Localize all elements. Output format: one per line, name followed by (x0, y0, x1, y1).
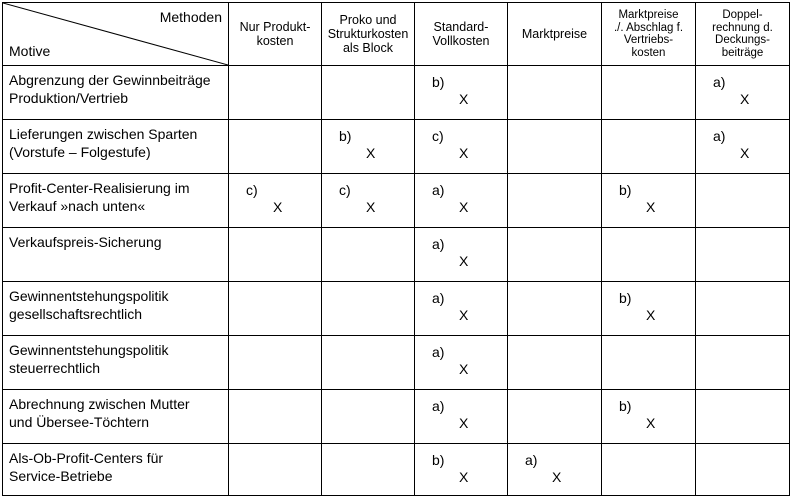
motive-cell (3, 228, 229, 282)
motive-text-line: und Übersee-Töchtern (9, 414, 150, 430)
method-cell (415, 120, 508, 174)
method-cell (508, 66, 602, 120)
method-cell (322, 336, 415, 390)
table-row (3, 390, 790, 444)
column-header-5 (602, 3, 696, 66)
motive-cell (3, 66, 229, 120)
motive-cell (3, 120, 229, 174)
x-mark: X (366, 199, 376, 215)
column-header-line: Marktpreise (618, 9, 679, 21)
motive-text-line: Verkauf »nach unten« (9, 198, 146, 214)
column-header-4 (508, 3, 602, 66)
x-mark: X (646, 415, 656, 431)
method-cell (696, 336, 790, 390)
method-cell (508, 444, 602, 496)
method-cell (229, 282, 322, 336)
method-cell (602, 228, 696, 282)
method-cell (229, 66, 322, 120)
column-header-line: als Block (342, 41, 394, 55)
table-body (3, 3, 790, 496)
column-header-line: Nur Produkt- (239, 20, 311, 34)
method-cell (229, 390, 322, 444)
methods-motives-table (2, 2, 790, 496)
motive-text-line: Profit-Center-Realisierung im (9, 180, 190, 196)
motive-text-line: Gewinnentstehungspolitik (9, 288, 169, 304)
method-cell (508, 120, 602, 174)
method-cell (696, 120, 790, 174)
priority-letter: a) (713, 74, 726, 90)
x-mark: X (646, 199, 656, 215)
priority-letter: b) (619, 398, 632, 414)
method-cell (508, 390, 602, 444)
priority-letter: a) (713, 128, 726, 144)
column-header-line: kosten (256, 34, 294, 48)
method-cell (508, 282, 602, 336)
table-row (3, 282, 790, 336)
method-cell (322, 228, 415, 282)
x-mark: X (459, 469, 469, 485)
column-header-line: rechnung d. (712, 21, 773, 34)
motive-text-line: Abgrenzung der Gewinnbeiträge (9, 72, 211, 88)
method-cell (696, 282, 790, 336)
method-cell (602, 120, 696, 174)
table-row (3, 66, 790, 120)
method-cell (415, 228, 508, 282)
x-mark: X (646, 307, 656, 323)
column-header-line: Doppel- (722, 9, 763, 21)
motive-text-line: Verkaufspreis-Sicherung (9, 234, 162, 250)
motive-text-line: Produktion/Vertrieb (9, 90, 129, 106)
method-cell (415, 390, 508, 444)
column-header-3 (415, 3, 508, 66)
table-row (3, 120, 790, 174)
x-mark: X (459, 307, 469, 323)
motive-label: Motive (9, 43, 51, 59)
method-cell (508, 336, 602, 390)
priority-letter: a) (432, 344, 445, 360)
priority-letter: a) (432, 290, 445, 306)
priority-letter: c) (339, 182, 351, 198)
method-cell (322, 174, 415, 228)
method-cell (229, 120, 322, 174)
method-cell (415, 66, 508, 120)
method-cell (696, 390, 790, 444)
motive-text-line: Service-Betriebe (9, 468, 113, 484)
motive-cell (3, 390, 229, 444)
motive-text-line: (Vorstufe – Folgestufe) (9, 144, 151, 160)
method-cell (322, 282, 415, 336)
method-cell (696, 228, 790, 282)
column-header-2 (322, 3, 415, 66)
method-cell (602, 174, 696, 228)
x-mark: X (459, 253, 469, 269)
motive-cell (3, 174, 229, 228)
priority-letter: a) (432, 182, 445, 198)
table-row (3, 336, 790, 390)
column-header-6 (696, 3, 790, 66)
method-cell (229, 444, 322, 496)
x-mark: X (459, 415, 469, 431)
x-mark: X (459, 91, 469, 107)
x-mark: X (740, 91, 750, 107)
priority-letter: b) (619, 290, 632, 306)
method-cell (602, 282, 696, 336)
motive-text-line: Abrechnung zwischen Mutter (9, 396, 190, 412)
priority-letter: c) (246, 182, 258, 198)
motive-text-line: Gewinnentstehungspolitik (9, 342, 169, 358)
method-cell (322, 66, 415, 120)
table-row (3, 444, 790, 496)
method-cell (602, 336, 696, 390)
method-cell (415, 174, 508, 228)
priority-letter: b) (619, 182, 632, 198)
method-cell (229, 174, 322, 228)
x-mark: X (740, 145, 750, 161)
corner-header-cell (3, 3, 229, 66)
table-row (3, 228, 790, 282)
priority-letter: b) (339, 128, 352, 144)
priority-letter: c) (432, 128, 444, 144)
column-header-line: Proko und (339, 13, 397, 27)
method-cell (322, 120, 415, 174)
motive-text-line: gesellschaftsrechtlich (9, 306, 143, 322)
method-cell (602, 444, 696, 496)
method-cell (415, 336, 508, 390)
motive-cell (3, 336, 229, 390)
method-cell (322, 444, 415, 496)
method-cell (602, 66, 696, 120)
method-cell (322, 390, 415, 444)
method-cell (415, 444, 508, 496)
x-mark: X (552, 469, 562, 485)
method-cell (508, 228, 602, 282)
method-cell (415, 282, 508, 336)
method-cell (696, 66, 790, 120)
priority-letter: a) (525, 452, 538, 468)
column-header-line: Vertriebs- (623, 34, 674, 46)
priority-letter: b) (432, 452, 445, 468)
motive-text-line: steuerrechtlich (9, 360, 101, 376)
column-header-line: kosten (631, 46, 666, 59)
x-mark: X (273, 199, 283, 215)
method-cell (696, 174, 790, 228)
x-mark: X (459, 145, 469, 161)
column-header-line: Strukturkosten (327, 27, 409, 41)
x-mark: X (459, 199, 469, 215)
x-mark: X (459, 361, 469, 377)
column-header-1 (229, 3, 322, 66)
column-header-line: Marktpreise (521, 27, 588, 41)
column-header-line: Deckungs- (715, 34, 770, 46)
column-header-line: Standard- (433, 20, 489, 34)
methoden-label: Methoden (159, 9, 222, 25)
x-mark: X (366, 145, 376, 161)
priority-letter: b) (432, 74, 445, 90)
column-header-line: Vollkosten (432, 34, 490, 48)
motive-text-line: Als-Ob-Profit-Centers für (9, 450, 164, 466)
motive-cell (3, 282, 229, 336)
column-header-line: ./. Abschlag f. (613, 21, 684, 34)
method-cell (229, 228, 322, 282)
priority-letter: a) (432, 398, 445, 414)
table-row (3, 174, 790, 228)
method-cell (229, 336, 322, 390)
priority-letter: a) (432, 236, 445, 252)
method-cell (696, 444, 790, 496)
motive-text-line: Lieferungen zwischen Sparten (9, 126, 198, 142)
motive-cell (3, 444, 229, 496)
method-cell (602, 390, 696, 444)
header-row (3, 3, 790, 66)
method-cell (508, 174, 602, 228)
column-header-line: beiträge (721, 46, 764, 59)
